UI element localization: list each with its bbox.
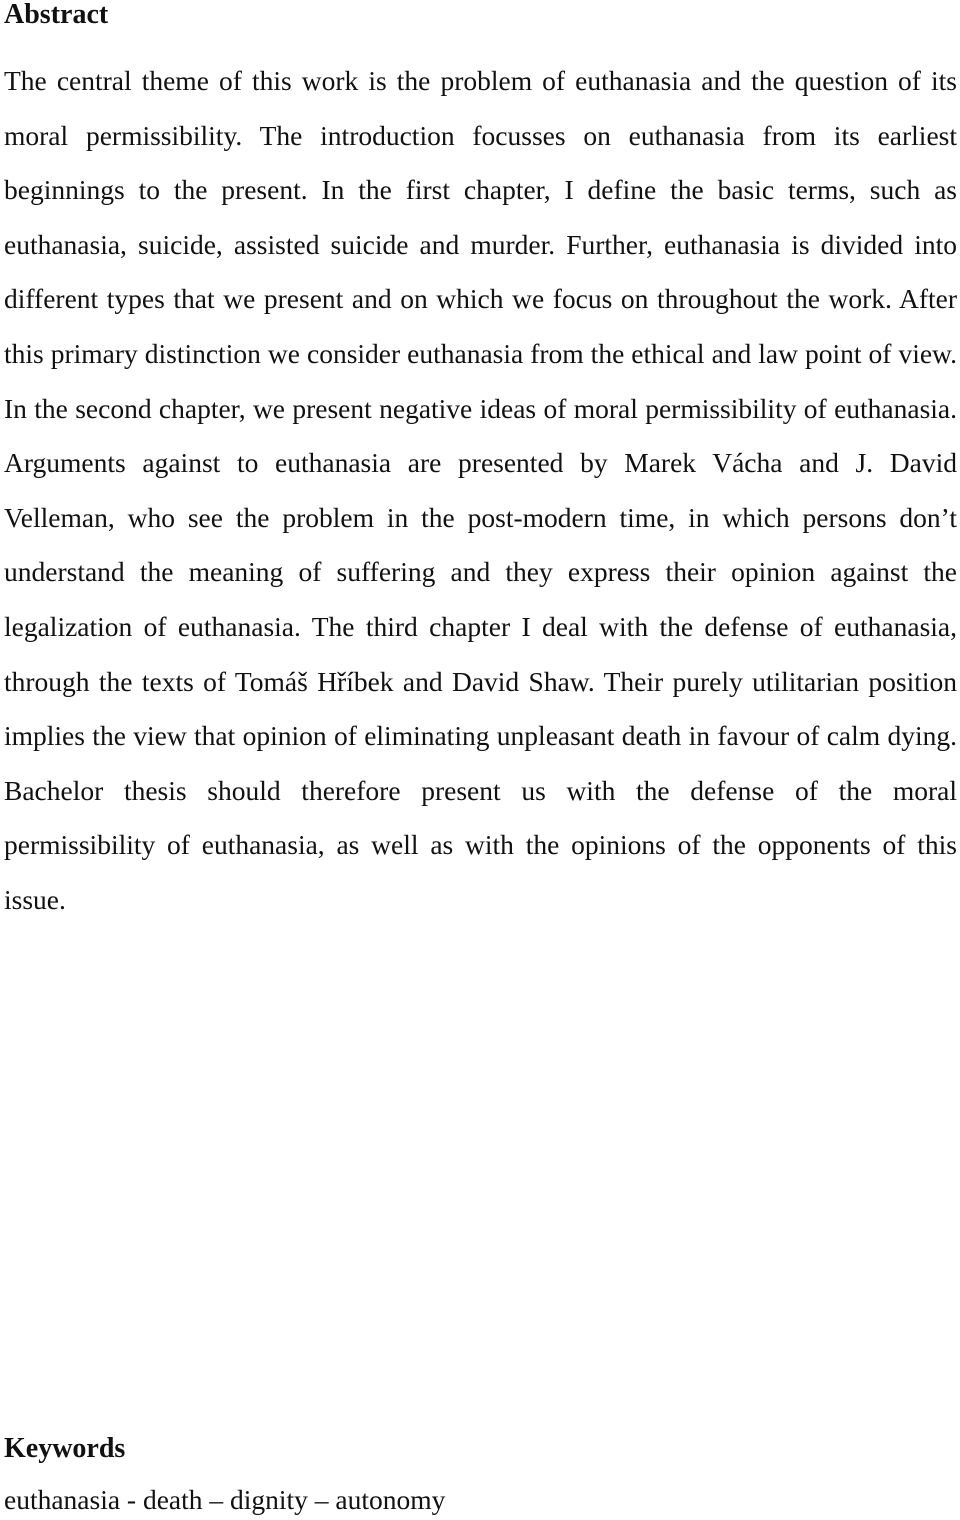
- keywords-heading: Keywords: [4, 1433, 126, 1464]
- abstract-heading: Abstract: [4, 0, 109, 30]
- keywords-text: euthanasia - death – dignity – autonomy: [4, 1484, 446, 1515]
- abstract-text: The central theme of this work is the problem of euthanasia and the question of its moral permissibility. The introduction focusses on euthanasia from its earliest beginnings to the present. In the first chapter, I define the basic terms, such as euthanasia, suicide, assisted suicide and murder. Further, euthanasia is divided into different types that we present and on which we focus on throughout the work. After this primary distinction we consider euthanasia from the ethical and law point of view. In the second chapter, we present negative ideas of moral permissibility of euthanasia. Arguments against to euthanasia are presented by Marek Vácha and J. David Velleman, who see the problem in the post-modern time, in which persons don’t understand the meaning of suffering and they express their opinion against the legalization of euthanasia. The third chapter I deal with the defense of euthanasia, through the texts of Tomáš Hříbek and David Shaw. Their purely utilitarian position implies the view that opinion of eliminating unpleasant death in favour of calm dying. Bachelor thesis should therefore present us with the defense of the moral permissibility of euthanasia, as well as with the opinions of the opponents of this issue.: [4, 65, 957, 915]
